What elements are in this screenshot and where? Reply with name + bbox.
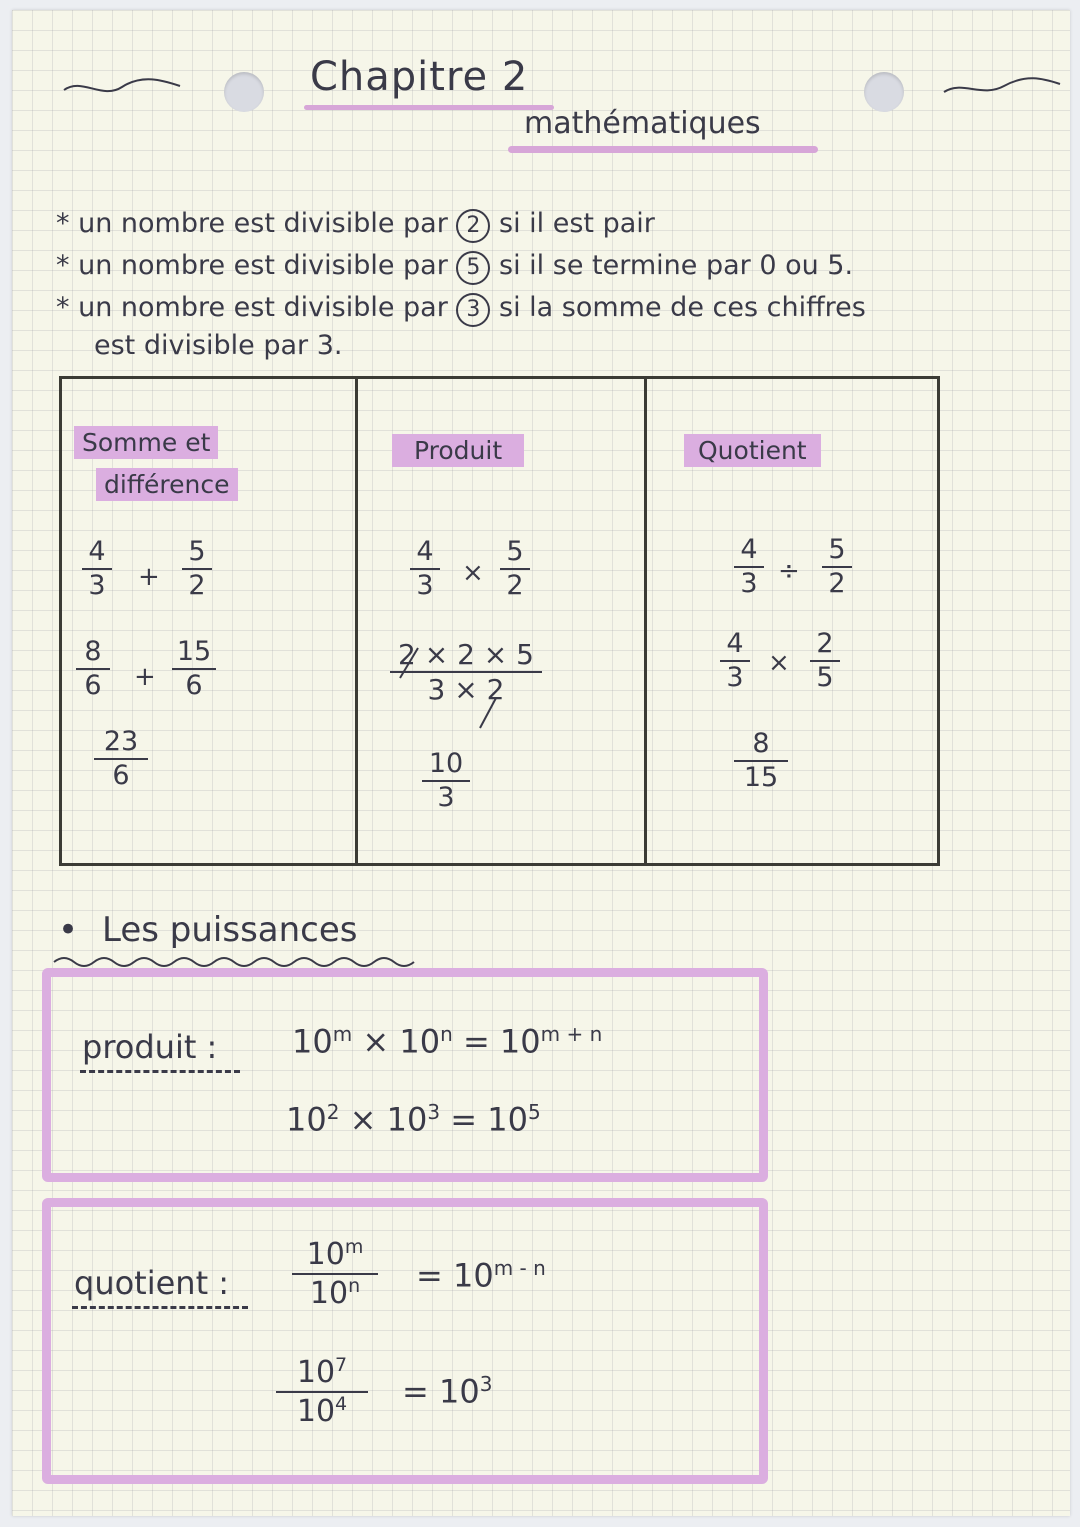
power-exponent: 3 [427, 1100, 441, 1124]
denominator: 3 [726, 662, 744, 694]
denominator: 6 [84, 670, 102, 702]
power-base: 10 [309, 1275, 349, 1311]
operator: × [349, 1100, 377, 1139]
page-title: Chapitre 2 [310, 54, 529, 100]
numerator: 15 [176, 636, 212, 667]
rule-bullet: * [56, 292, 70, 323]
rule-text: un nombre est divisible par [78, 208, 448, 239]
rule-bullet: * [56, 250, 70, 281]
operator: × [362, 1022, 390, 1061]
operator: × [462, 558, 484, 588]
fraction-result [422, 750, 470, 813]
power-base: 10 [399, 1022, 441, 1061]
power-base: 10 [452, 1256, 494, 1295]
numerator: 5 [188, 536, 206, 567]
product-rule-box [42, 968, 768, 1182]
power-exponent: n [348, 1274, 361, 1297]
rule-line-3 [56, 292, 866, 327]
operator: + [134, 662, 156, 692]
power-exponent: m + n [540, 1022, 603, 1046]
numerator [297, 1356, 347, 1389]
numerator: 8 [752, 728, 770, 759]
denominator: 15 [743, 762, 779, 794]
rule-text: si il est pair [499, 208, 655, 239]
power-exponent: 3 [479, 1372, 493, 1396]
decorative-squiggle-left [62, 72, 182, 102]
product-example-equation [286, 1100, 541, 1139]
quotient-rule-box [42, 1198, 768, 1484]
numerator: 4 [416, 536, 434, 567]
rule-bullet: * [56, 208, 70, 239]
denominator: 2 [828, 568, 846, 600]
power-base: 10 [386, 1100, 428, 1139]
denominator [309, 1274, 361, 1311]
denominator: 3 × 2 [427, 673, 505, 707]
power-exponent: m [344, 1236, 364, 1258]
circled-number: 3 [456, 293, 490, 327]
fraction [734, 536, 764, 599]
power-exponent: 4 [335, 1392, 348, 1415]
quotient-label: quotient : [74, 1264, 230, 1302]
fraction-result [734, 730, 788, 793]
numerator: 4 [740, 534, 758, 565]
numerator: 23 [103, 726, 139, 757]
power-exponent: m - n [493, 1256, 546, 1280]
power-base: 10 [487, 1100, 528, 1139]
fraction [500, 538, 530, 601]
numerator: 8 [84, 636, 102, 667]
rule-text: un nombre est divisible par [78, 250, 448, 281]
rule-continuation: est divisible par 3. [94, 330, 343, 361]
notebook-page [12, 10, 1070, 1516]
denominator: 3 [740, 568, 758, 600]
quotient-example-result [402, 1372, 492, 1411]
label-dashed-underline [72, 1306, 248, 1309]
circled-number: 5 [456, 251, 490, 285]
fraction [810, 630, 840, 693]
power-exponent: 7 [335, 1354, 348, 1376]
power-exponent: 5 [527, 1100, 541, 1124]
binder-hole-right [864, 72, 904, 112]
product-label: produit : [82, 1028, 218, 1066]
denominator: 3 [416, 570, 434, 602]
power-base: 10 [296, 1393, 336, 1429]
binder-hole-left [224, 72, 264, 112]
operator: = [462, 1022, 490, 1061]
numerator: 2 × 2 × 5 [398, 638, 534, 671]
power-base: 10 [306, 1237, 345, 1272]
column-heading-sum-line1: Somme et [74, 426, 218, 459]
denominator: 3 [88, 570, 106, 602]
cancel-stroke [396, 646, 422, 680]
operator: × [768, 648, 790, 678]
subtitle-underline [508, 146, 818, 153]
power-base: 10 [296, 1355, 336, 1390]
column-heading-sum-line2: différence [96, 468, 238, 501]
column-heading-product: Produit [392, 434, 524, 467]
table-divider-2 [644, 378, 647, 864]
power-base: 10 [286, 1100, 327, 1139]
fraction [76, 638, 110, 701]
operator: = [416, 1256, 443, 1295]
power-base: 10 [438, 1372, 480, 1411]
denominator: 2 [188, 570, 206, 602]
fraction [410, 538, 440, 601]
rule-text: si il se termine par 0 ou 5. [499, 250, 854, 281]
quotient-rule-result [416, 1256, 546, 1295]
rule-line-1 [56, 208, 655, 243]
column-heading-quotient: Quotient [684, 434, 821, 467]
numerator: 4 [726, 628, 744, 659]
power-exponent: 2 [326, 1100, 340, 1124]
rule-text: un nombre est divisible par [78, 292, 448, 323]
numerator: 2 [816, 628, 834, 659]
power-exponent: m [332, 1022, 353, 1046]
page-subtitle: mathématiques [524, 106, 761, 141]
denominator: 6 [112, 760, 130, 792]
fraction [182, 538, 212, 601]
operator: = [402, 1372, 429, 1411]
section-title: Les puissances [102, 910, 358, 950]
fraction [822, 536, 852, 599]
cancel-stroke [476, 696, 500, 730]
quotient-example-fraction [276, 1356, 368, 1427]
product-rule-equation [292, 1022, 602, 1061]
numerator [307, 1238, 364, 1271]
power-base: 10 [292, 1022, 333, 1061]
operator: ÷ [778, 556, 800, 586]
numerator: 5 [828, 534, 846, 565]
denominator: 6 [185, 670, 203, 702]
label-dashed-underline [80, 1070, 240, 1073]
decorative-squiggle-right [942, 72, 1062, 102]
operator: = [450, 1100, 478, 1139]
denominator: 3 [437, 782, 455, 814]
rule-text: si la somme de ces chiffres [499, 292, 866, 323]
title-underline [304, 105, 554, 110]
power-base: 10 [499, 1022, 541, 1061]
denominator [296, 1392, 348, 1429]
fraction [172, 638, 216, 701]
fraction [720, 630, 750, 693]
section-bullet: • [58, 910, 79, 950]
fraction [82, 538, 112, 601]
numerator: 10 [428, 748, 464, 779]
numerator: 4 [88, 536, 106, 567]
table-divider-1 [355, 378, 358, 864]
operator: + [138, 562, 160, 592]
power-exponent: n [440, 1022, 453, 1046]
denominator: 2 [506, 570, 524, 602]
numerator: 5 [506, 536, 524, 567]
rule-line-2 [56, 250, 853, 285]
fraction-result [94, 728, 148, 791]
denominator: 5 [816, 662, 834, 694]
quotient-rule-fraction [292, 1238, 378, 1309]
circled-number: 2 [456, 209, 490, 243]
